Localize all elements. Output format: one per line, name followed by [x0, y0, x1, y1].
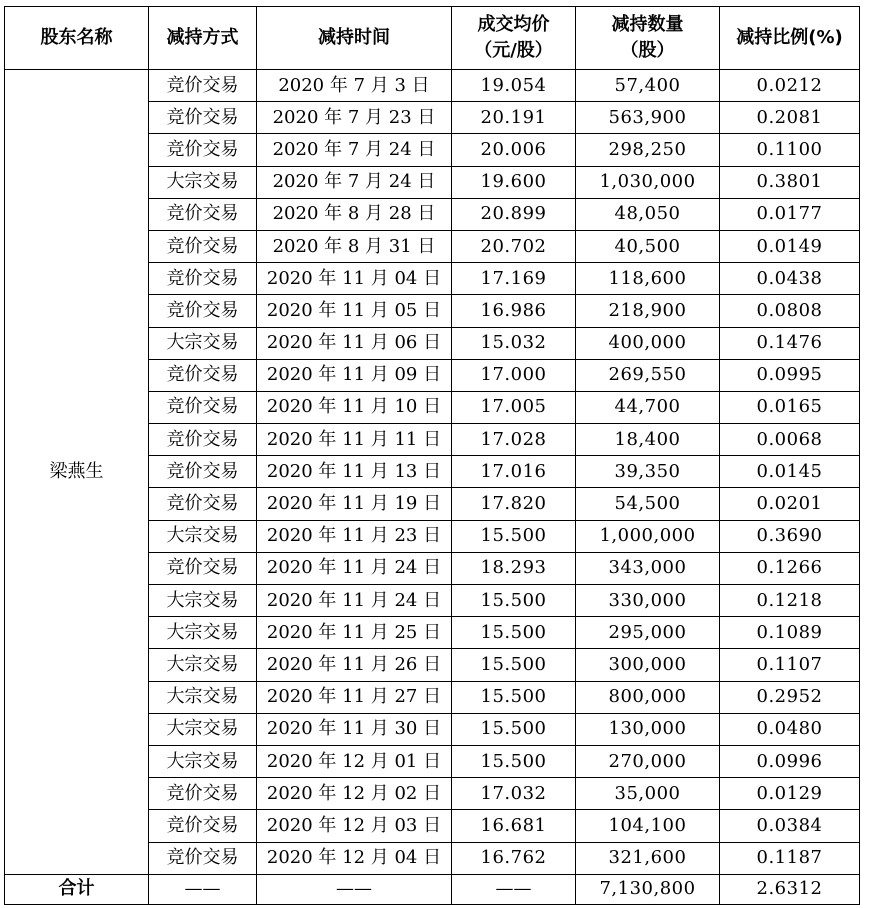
total-ratio: 2.6312: [720, 874, 860, 904]
date-cell: 2020 年 11 月 11 日: [257, 424, 452, 456]
quantity-cell: 300,000: [576, 649, 720, 681]
date-cell: 2020 年 7 月 23 日: [257, 102, 452, 134]
method-cell: 竞价交易: [149, 424, 257, 456]
price-cell: 17.032: [452, 778, 576, 810]
price-cell: 19.600: [452, 166, 576, 198]
date-cell: 2020 年 11 月 13 日: [257, 456, 452, 488]
ratio-cell: 0.0201: [720, 488, 860, 520]
price-cell: 19.054: [452, 70, 576, 102]
method-cell: 大宗交易: [149, 617, 257, 649]
header-cell: 减持数量 （股）: [576, 7, 720, 70]
header-cell: 减持时间: [257, 7, 452, 70]
price-cell: 15.500: [452, 585, 576, 617]
quantity-cell: 54,500: [576, 488, 720, 520]
price-cell: 20.191: [452, 102, 576, 134]
ratio-cell: 0.1218: [720, 585, 860, 617]
date-cell: 2020 年 11 月 30 日: [257, 713, 452, 745]
price-cell: 15.500: [452, 713, 576, 745]
table-row: [5, 70, 860, 102]
quantity-cell: 35,000: [576, 778, 720, 810]
quantity-cell: 57,400: [576, 70, 720, 102]
quantity-cell: 295,000: [576, 617, 720, 649]
method-cell: 竞价交易: [149, 70, 257, 102]
ratio-cell: 0.2952: [720, 681, 860, 713]
date-cell: 2020 年 11 月 24 日: [257, 585, 452, 617]
quantity-cell: 130,000: [576, 713, 720, 745]
date-cell: 2020 年 11 月 06 日: [257, 327, 452, 359]
date-cell: 2020 年 11 月 26 日: [257, 649, 452, 681]
ratio-cell: 0.1089: [720, 617, 860, 649]
method-cell: 大宗交易: [149, 649, 257, 681]
quantity-cell: 321,600: [576, 842, 720, 874]
ratio-cell: 0.3801: [720, 166, 860, 198]
date-cell: 2020 年 8 月 28 日: [257, 198, 452, 230]
price-cell: 17.028: [452, 424, 576, 456]
quantity-cell: 104,100: [576, 810, 720, 842]
ratio-cell: 0.0995: [720, 359, 860, 391]
ratio-cell: 0.1266: [720, 552, 860, 584]
ratio-cell: 0.0145: [720, 456, 860, 488]
date-cell: 2020 年 11 月 04 日: [257, 263, 452, 295]
ratio-cell: 0.0808: [720, 295, 860, 327]
method-cell: 竞价交易: [149, 842, 257, 874]
ratio-cell: 0.1187: [720, 842, 860, 874]
price-cell: 16.986: [452, 295, 576, 327]
total-label: 合计: [5, 874, 149, 904]
method-cell: 竞价交易: [149, 488, 257, 520]
quantity-cell: 1,000,000: [576, 520, 720, 552]
date-cell: 2020 年 11 月 19 日: [257, 488, 452, 520]
price-cell: 17.000: [452, 359, 576, 391]
date-cell: 2020 年 12 月 03 日: [257, 810, 452, 842]
method-cell: 大宗交易: [149, 166, 257, 198]
method-cell: 大宗交易: [149, 585, 257, 617]
quantity-cell: 343,000: [576, 552, 720, 584]
method-cell: 大宗交易: [149, 713, 257, 745]
ratio-cell: 0.0212: [720, 70, 860, 102]
method-cell: 竞价交易: [149, 810, 257, 842]
ratio-cell: 0.0177: [720, 198, 860, 230]
ratio-cell: 0.0165: [720, 391, 860, 423]
date-cell: 2020 年 8 月 31 日: [257, 230, 452, 262]
header-cell: 成交均价 （元/股）: [452, 7, 576, 70]
price-cell: 16.681: [452, 810, 576, 842]
header-cell: 减持方式: [149, 7, 257, 70]
total-quantity: 7,130,800: [576, 874, 720, 904]
header-row: [5, 7, 860, 70]
date-cell: 2020 年 11 月 05 日: [257, 295, 452, 327]
total-cell: ——: [257, 874, 452, 904]
ratio-cell: 0.0384: [720, 810, 860, 842]
method-cell: 竞价交易: [149, 391, 257, 423]
price-cell: 15.032: [452, 327, 576, 359]
quantity-cell: 39,350: [576, 456, 720, 488]
quantity-cell: 330,000: [576, 585, 720, 617]
quantity-cell: 44,700: [576, 391, 720, 423]
method-cell: 竞价交易: [149, 552, 257, 584]
table-body: [5, 70, 860, 875]
total-cell: ——: [149, 874, 257, 904]
ratio-cell: 0.0480: [720, 713, 860, 745]
date-cell: 2020 年 12 月 01 日: [257, 745, 452, 777]
price-cell: 15.500: [452, 649, 576, 681]
quantity-cell: 270,000: [576, 745, 720, 777]
quantity-cell: 1,030,000: [576, 166, 720, 198]
price-cell: 17.005: [452, 391, 576, 423]
method-cell: 大宗交易: [149, 681, 257, 713]
price-cell: 17.820: [452, 488, 576, 520]
quantity-cell: 40,500: [576, 230, 720, 262]
price-cell: 20.899: [452, 198, 576, 230]
ratio-cell: 0.1107: [720, 649, 860, 681]
method-cell: 大宗交易: [149, 745, 257, 777]
price-cell: 17.169: [452, 263, 576, 295]
ratio-cell: 0.1100: [720, 134, 860, 166]
method-cell: 竞价交易: [149, 456, 257, 488]
header-cell: 股东名称: [5, 7, 149, 70]
total-row: [5, 874, 860, 904]
method-cell: 竞价交易: [149, 134, 257, 166]
total-cell: ——: [452, 874, 576, 904]
quantity-cell: 48,050: [576, 198, 720, 230]
ratio-cell: 0.0129: [720, 778, 860, 810]
quantity-cell: 218,900: [576, 295, 720, 327]
price-cell: 20.006: [452, 134, 576, 166]
method-cell: 大宗交易: [149, 520, 257, 552]
price-cell: 15.500: [452, 745, 576, 777]
price-cell: 20.702: [452, 230, 576, 262]
date-cell: 2020 年 11 月 24 日: [257, 552, 452, 584]
quantity-cell: 269,550: [576, 359, 720, 391]
method-cell: 竞价交易: [149, 230, 257, 262]
date-cell: 2020 年 11 月 10 日: [257, 391, 452, 423]
ratio-cell: 0.0996: [720, 745, 860, 777]
method-cell: 竞价交易: [149, 295, 257, 327]
ratio-cell: 0.0438: [720, 263, 860, 295]
date-cell: 2020 年 7 月 3 日: [257, 70, 452, 102]
reduction-table: [4, 6, 860, 905]
price-cell: 15.500: [452, 617, 576, 649]
shareholder-name: 梁燕生: [5, 70, 149, 875]
quantity-cell: 18,400: [576, 424, 720, 456]
price-cell: 16.762: [452, 842, 576, 874]
method-cell: 竞价交易: [149, 102, 257, 134]
method-cell: 竞价交易: [149, 778, 257, 810]
ratio-cell: 0.2081: [720, 102, 860, 134]
ratio-cell: 0.3690: [720, 520, 860, 552]
method-cell: 大宗交易: [149, 327, 257, 359]
price-cell: 15.500: [452, 681, 576, 713]
ratio-cell: 0.1476: [720, 327, 860, 359]
date-cell: 2020 年 7 月 24 日: [257, 134, 452, 166]
date-cell: 2020 年 11 月 23 日: [257, 520, 452, 552]
quantity-cell: 118,600: [576, 263, 720, 295]
ratio-cell: 0.0149: [720, 230, 860, 262]
quantity-cell: 800,000: [576, 681, 720, 713]
method-cell: 竞价交易: [149, 359, 257, 391]
date-cell: 2020 年 11 月 09 日: [257, 359, 452, 391]
header-cell: 减持比例(%): [720, 7, 860, 70]
quantity-cell: 298,250: [576, 134, 720, 166]
ratio-cell: 0.0068: [720, 424, 860, 456]
date-cell: 2020 年 12 月 02 日: [257, 778, 452, 810]
date-cell: 2020 年 11 月 27 日: [257, 681, 452, 713]
price-cell: 15.500: [452, 520, 576, 552]
date-cell: 2020 年 12 月 04 日: [257, 842, 452, 874]
price-cell: 18.293: [452, 552, 576, 584]
quantity-cell: 563,900: [576, 102, 720, 134]
quantity-cell: 400,000: [576, 327, 720, 359]
price-cell: 17.016: [452, 456, 576, 488]
date-cell: 2020 年 7 月 24 日: [257, 166, 452, 198]
method-cell: 竞价交易: [149, 263, 257, 295]
method-cell: 竞价交易: [149, 198, 257, 230]
date-cell: 2020 年 11 月 25 日: [257, 617, 452, 649]
